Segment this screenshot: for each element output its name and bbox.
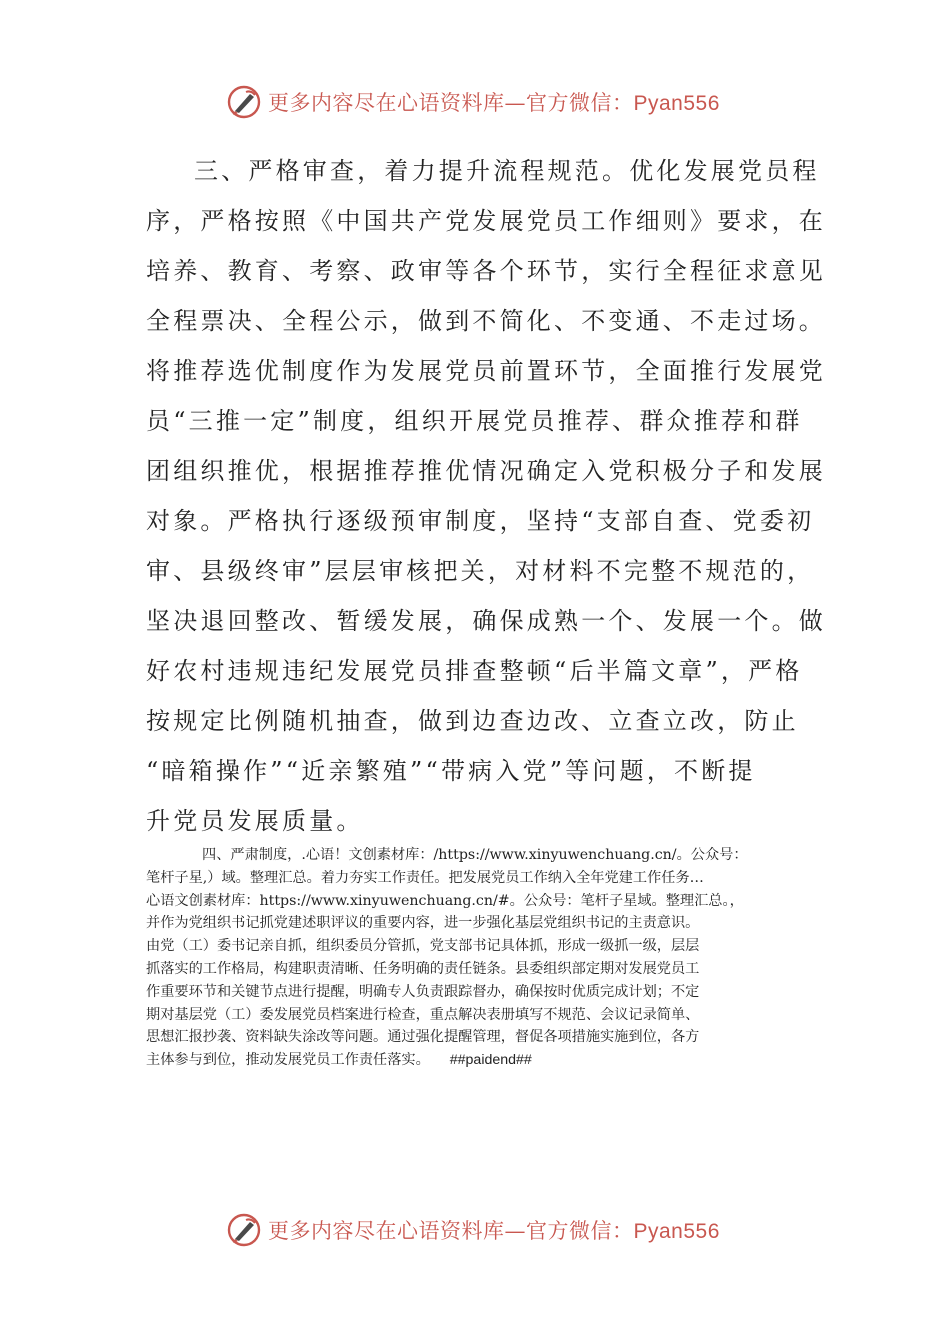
paragraph-line: 审、县级终审”层层审核把关，对材料不完整不规范的， [146,557,815,585]
pen-logo-icon [226,1212,262,1248]
paragraph-line: 心语文创素材库：https://www.xinyuwenchuang.cn/#。公众号：笔杆子星域。整理汇总。， [146,892,744,909]
watermark-banner-bottom [226,1210,746,1250]
watermark-text: 更多内容尽在心语资料库—官方微信：Pyan556 [268,91,720,115]
paragraph-line: 四、严肃制度，.心语！文创素材库：/https://www.xinyuwenchuang.cn/。公众号： [202,847,748,863]
paragraph-line: “暗箱操作”“近亲繁殖”“带病入党”等问题，不断提 [146,757,756,785]
paragraph-line: 三、严格审查，着力提升流程规范。优化发展党员程 [194,157,820,185]
paragraph-line: 期对基层党（工）委发展党员档案进行检查，重点解决表册填写不规范、会议记录简单、 [146,1006,700,1023]
paragraph-line: 对象。严格执行逐级预审制度，坚持“支部自查、党委初 [146,507,815,535]
paragraph-line: 坚决退回整改、暂缓发展，确保成熟一个、发展一个。做 [146,607,826,635]
paragraph-line: 并作为党组织书记抓党建述职评议的重要内容，进一步强化基层党组织书记的主责意识。 [146,915,700,932]
watermark-banner-top [226,82,746,122]
watermark-text: 更多内容尽在心语资料库—官方微信：Pyan556 [268,1219,720,1243]
paragraph-line: 序，严格按照《中国共产党发展党员工作细则》要求，在 [146,207,826,235]
paragraph-line: 升党员发展质量。 [146,807,364,835]
paragraph-line: 作重要环节和关键节点进行提醒，明确专人负责跟踪督办，确保按时优质完成计划；不定 [146,983,700,1000]
paragraph-line: 团组织推优，根据推荐推优情况确定入党积极分子和发展 [146,457,826,485]
paragraph-line [146,1049,812,1072]
paragraph-line: 将推荐选优制度作为发展党员前置环节，全面推行发展党 [146,357,826,385]
section-3-paragraph [146,146,826,846]
section-4-paragraph [146,844,812,1072]
paragraph-line: 员“三推一定”制度，组织开展党员推荐、群众推荐和群 [146,407,803,435]
end-marker: ##paidend## [449,1052,532,1069]
paragraph-line: 思想汇报抄袭、资料缺失涂改等问题。通过强化提醒管理，督促各项措施实施到位，各方 [146,1029,700,1046]
paragraph-line: 培养、教育、考察、政审等各个环节，实行全程征求意见 [146,257,826,285]
paragraph-line: 笔杆子星,）域。整理汇总。着力夯实工作责任。把发展党员工作纳入全年党建工作任务… [146,869,704,886]
paragraph-last-line: 主体参与到位，推动发展党员工作责任落实。 [146,1052,430,1069]
paragraph-line: 全程票决、全程公示，做到不简化、不变通、不走过场。 [146,307,826,335]
paragraph-line: 由党（工）委书记亲自抓，组织委员分管抓，党支部书记具体抓，形成一级抓一级，层层 [146,938,700,955]
paragraph-line: 好农村违规违纪发展党员排查整顿“后半篇文章”，严格 [146,657,803,685]
paragraph-line: 按规定比例随机抽查，做到边查边改、立查立改，防止 [146,707,799,735]
paragraph-line: 抓落实的工作格局，构建职责清晰、任务明确的责任链条。县委组织部定期对发展党员工 [146,960,700,977]
wechat-id: Pyan556 [633,92,720,115]
wechat-id: Pyan556 [633,1220,720,1243]
pen-logo-icon [226,84,262,120]
